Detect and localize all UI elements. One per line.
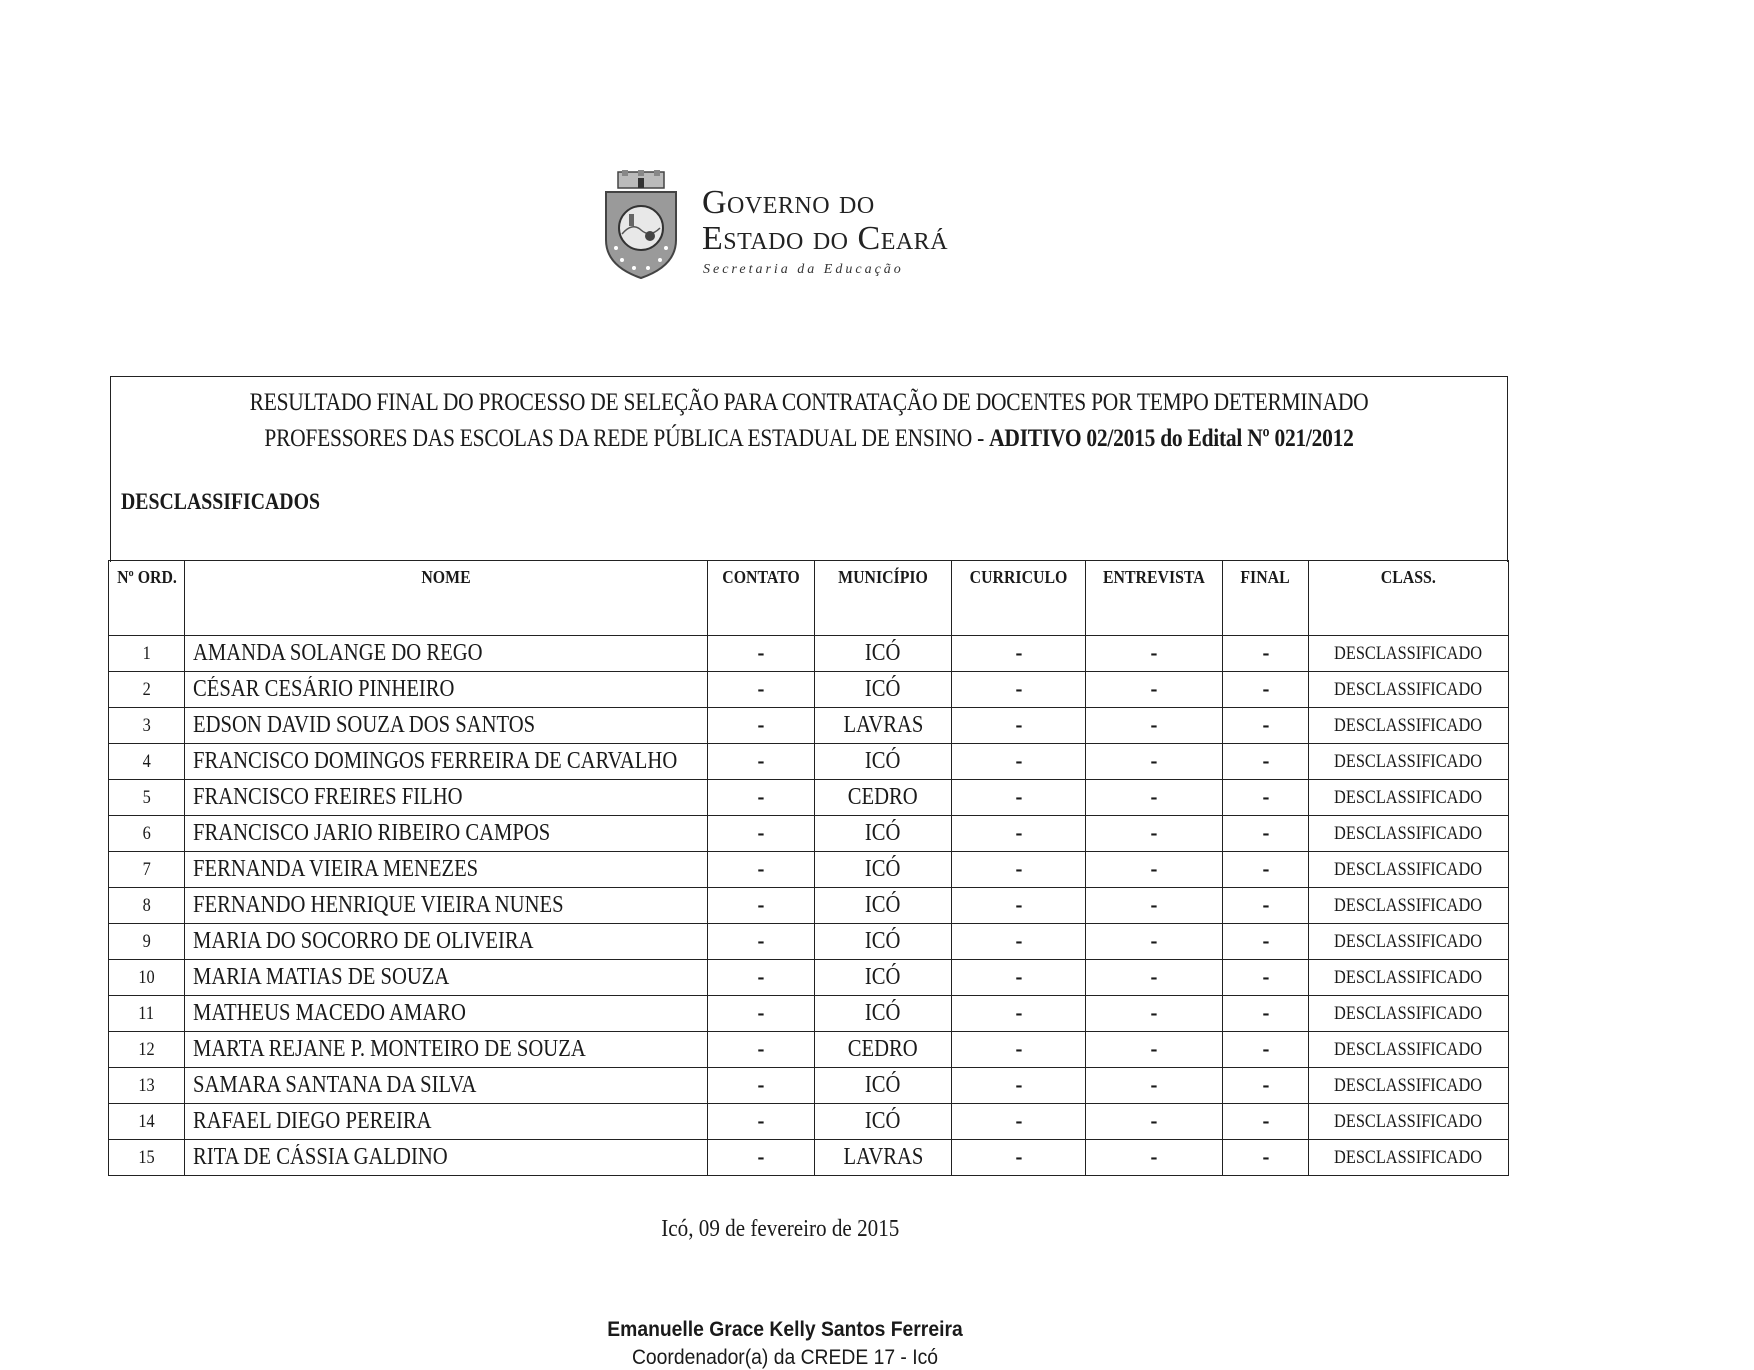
- column-header-contato: [708, 561, 815, 636]
- cell-class: [1309, 816, 1509, 852]
- cell-nome: [185, 672, 708, 708]
- document-title-line2: [209, 425, 1410, 453]
- cell-contato-text: -: [757, 1000, 765, 1026]
- secretariat-subtitle: Secretaria da Educação: [703, 262, 904, 277]
- table-row: [109, 852, 1509, 888]
- cell-class: [1309, 852, 1509, 888]
- cell-final: [1223, 1068, 1309, 1104]
- cell-municipio-text: ICÓ: [865, 856, 901, 882]
- cell-nome-text: RITA DE CÁSSIA GALDINO: [193, 1144, 448, 1170]
- cell-municipio: [815, 852, 952, 888]
- cell-ord: [109, 1104, 185, 1140]
- table-row: [109, 636, 1509, 672]
- table-row: [109, 1104, 1509, 1140]
- cell-entrevista-text: -: [1150, 748, 1158, 774]
- table-row: [109, 744, 1509, 780]
- cell-final-text: -: [1262, 1000, 1269, 1026]
- cell-curriculo-text: -: [1015, 676, 1022, 702]
- cell-contato: [708, 816, 815, 852]
- cell-ord: [109, 816, 185, 852]
- cell-final: [1223, 1032, 1309, 1068]
- cell-contato: [708, 996, 815, 1032]
- cell-municipio: [815, 960, 952, 996]
- table-row: [109, 996, 1509, 1032]
- column-header-label: CONTATO: [722, 567, 800, 587]
- cell-final: [1223, 780, 1309, 816]
- cell-contato-text: -: [757, 856, 765, 882]
- cell-nome-text: FERNANDA VIEIRA MENEZES: [193, 856, 479, 882]
- cell-entrevista: [1086, 1068, 1223, 1104]
- cell-entrevista-text: -: [1150, 856, 1158, 882]
- cell-nome-text: SAMARA SANTANA DA SILVA: [193, 1072, 477, 1098]
- cell-municipio-text: CEDRO: [848, 784, 918, 810]
- cell-entrevista-text: -: [1150, 640, 1158, 666]
- cell-final: [1223, 816, 1309, 852]
- cell-entrevista: [1086, 960, 1223, 996]
- cell-nome-text: MARIA DO SOCORRO DE OLIVEIRA: [193, 928, 534, 954]
- cell-class: [1309, 1104, 1509, 1140]
- cell-ord-text: 10: [138, 966, 155, 988]
- cell-class: [1309, 636, 1509, 672]
- cell-ord: [109, 672, 185, 708]
- cell-contato-text: -: [757, 820, 765, 846]
- column-header-label: FINAL: [1240, 567, 1291, 587]
- cell-municipio-text: ICÓ: [865, 1108, 901, 1134]
- cell-final: [1223, 744, 1309, 780]
- cell-ord-text: 4: [142, 750, 151, 772]
- cell-final-text: -: [1262, 784, 1269, 810]
- cell-contato-text: -: [757, 1108, 765, 1134]
- cell-contato: [708, 924, 815, 960]
- cell-ord-text: 15: [138, 1146, 155, 1168]
- cell-municipio: [815, 1032, 952, 1068]
- cell-final-text: -: [1262, 892, 1269, 918]
- cell-entrevista-text: -: [1150, 1144, 1158, 1170]
- cell-class-text: DESCLASSIFICADO: [1334, 858, 1483, 880]
- cell-class-text: DESCLASSIFICADO: [1334, 642, 1483, 664]
- cell-contato-text: -: [757, 1072, 765, 1098]
- cell-class: [1309, 780, 1509, 816]
- date-text: Icó, 09 de fevereiro de 2015: [660, 1216, 900, 1242]
- column-header-label: CURRICULO: [969, 567, 1068, 587]
- cell-contato: [708, 708, 815, 744]
- cell-final: [1223, 708, 1309, 744]
- column-header-label: Nº ORD.: [116, 567, 177, 587]
- cell-municipio: [815, 744, 952, 780]
- cell-contato-text: -: [757, 928, 765, 954]
- cell-curriculo: [952, 1140, 1086, 1176]
- cell-contato: [708, 1104, 815, 1140]
- cell-contato-text: -: [757, 784, 765, 810]
- cell-ord: [109, 636, 185, 672]
- cell-class: [1309, 1140, 1509, 1176]
- cell-curriculo: [952, 888, 1086, 924]
- cell-final: [1223, 888, 1309, 924]
- cell-class-text: DESCLASSIFICADO: [1334, 1002, 1483, 1024]
- cell-ord: [109, 960, 185, 996]
- cell-nome-text: FRANCISCO FREIRES FILHO: [193, 784, 463, 810]
- table-header-row: [109, 561, 1509, 636]
- cell-municipio-text: ICÓ: [865, 820, 901, 846]
- cell-contato: [708, 888, 815, 924]
- cell-curriculo: [952, 744, 1086, 780]
- column-header-municipio: [815, 561, 952, 636]
- table-row: [109, 780, 1509, 816]
- cell-municipio: [815, 780, 952, 816]
- cell-nome: [185, 996, 708, 1032]
- cell-class: [1309, 1068, 1509, 1104]
- cell-ord: [109, 780, 185, 816]
- cell-ord-text: 8: [142, 894, 151, 916]
- cell-curriculo-text: -: [1015, 748, 1022, 774]
- cell-municipio: [815, 924, 952, 960]
- cell-nome-text: FRANCISCO JARIO RIBEIRO CAMPOS: [193, 820, 551, 846]
- cell-ord: [109, 1068, 185, 1104]
- cell-entrevista: [1086, 888, 1223, 924]
- cell-nome: [185, 744, 708, 780]
- cell-class: [1309, 996, 1509, 1032]
- cell-entrevista: [1086, 636, 1223, 672]
- cell-ord: [109, 744, 185, 780]
- letterhead: [600, 170, 1000, 290]
- cell-curriculo: [952, 996, 1086, 1032]
- cell-nome-text: MARIA MATIAS DE SOUZA: [193, 964, 450, 990]
- cell-entrevista-text: -: [1150, 1036, 1158, 1062]
- cell-class: [1309, 960, 1509, 996]
- cell-nome: [185, 1140, 708, 1176]
- cell-contato: [708, 1068, 815, 1104]
- column-header-curriculo: [952, 561, 1086, 636]
- document-date: [0, 1216, 1560, 1243]
- column-header-final: [1223, 561, 1309, 636]
- cell-curriculo-text: -: [1015, 712, 1022, 738]
- cell-final-text: -: [1262, 856, 1269, 882]
- cell-final-text: -: [1262, 1144, 1269, 1170]
- cell-ord-text: 5: [142, 786, 151, 808]
- cell-nome: [185, 852, 708, 888]
- cell-entrevista: [1086, 708, 1223, 744]
- cell-entrevista-text: -: [1150, 712, 1158, 738]
- section-heading: DESCLASSIFICADOS: [121, 489, 320, 514]
- document-title-line1: RESULTADO FINAL DO PROCESSO DE SELEÇÃO PARA CONTRATAÇÃO DE DOCENTES POR TEMPO DETERMINADO: [249, 389, 1369, 416]
- cell-contato: [708, 1140, 815, 1176]
- table-row: [109, 816, 1509, 852]
- result-title-box: [110, 376, 1508, 562]
- cell-entrevista: [1086, 672, 1223, 708]
- cell-entrevista: [1086, 852, 1223, 888]
- cell-ord: [109, 1140, 185, 1176]
- cell-ord: [109, 852, 185, 888]
- cell-contato: [708, 780, 815, 816]
- cell-curriculo-text: -: [1015, 892, 1022, 918]
- cell-curriculo-text: -: [1015, 1144, 1022, 1170]
- cell-ord-text: 2: [142, 678, 151, 700]
- cell-contato-text: -: [757, 640, 765, 666]
- cell-municipio: [815, 816, 952, 852]
- cell-entrevista-text: -: [1150, 964, 1158, 990]
- cell-class-text: DESCLASSIFICADO: [1334, 750, 1483, 772]
- cell-entrevista-text: -: [1150, 892, 1158, 918]
- cell-municipio: [815, 1104, 952, 1140]
- signature-block: [0, 1318, 1570, 1370]
- government-title-line2: Estado do Ceará: [702, 220, 949, 257]
- cell-curriculo: [952, 960, 1086, 996]
- cell-ord: [109, 888, 185, 924]
- cell-class-text: DESCLASSIFICADO: [1334, 966, 1483, 988]
- cell-class: [1309, 708, 1509, 744]
- cell-nome: [185, 1068, 708, 1104]
- column-header-ord: [109, 561, 185, 636]
- cell-entrevista: [1086, 1140, 1223, 1176]
- cell-curriculo-text: -: [1015, 1036, 1022, 1062]
- cell-nome-text: CÉSAR CESÁRIO PINHEIRO: [193, 676, 455, 702]
- cell-nome: [185, 708, 708, 744]
- cell-nome: [185, 816, 708, 852]
- cell-nome-text: FERNANDO HENRIQUE VIEIRA NUNES: [193, 892, 564, 918]
- cell-entrevista: [1086, 816, 1223, 852]
- cell-curriculo-text: -: [1015, 640, 1022, 666]
- signatory-role: Coordenador(a) da CREDE 17 - Icó: [631, 1346, 939, 1369]
- cell-class-text: DESCLASSIFICADO: [1334, 1110, 1483, 1132]
- table-row: [109, 672, 1509, 708]
- cell-entrevista-text: -: [1150, 784, 1158, 810]
- cell-final-text: -: [1262, 640, 1269, 666]
- cell-curriculo: [952, 636, 1086, 672]
- cell-curriculo-text: -: [1015, 928, 1022, 954]
- cell-curriculo: [952, 924, 1086, 960]
- cell-curriculo: [952, 852, 1086, 888]
- cell-final: [1223, 1140, 1309, 1176]
- cell-class-text: DESCLASSIFICADO: [1334, 1074, 1483, 1096]
- cell-municipio: [815, 672, 952, 708]
- cell-ord: [109, 708, 185, 744]
- cell-municipio-text: ICÓ: [865, 1072, 901, 1098]
- cell-entrevista: [1086, 996, 1223, 1032]
- cell-class: [1309, 672, 1509, 708]
- cell-class-text: DESCLASSIFICADO: [1334, 1146, 1483, 1168]
- cell-contato-text: -: [757, 748, 765, 774]
- cell-entrevista-text: -: [1150, 1072, 1158, 1098]
- table-row: [109, 924, 1509, 960]
- cell-ord-text: 9: [142, 930, 151, 952]
- cell-final: [1223, 960, 1309, 996]
- cell-final-text: -: [1262, 820, 1269, 846]
- cell-contato-text: -: [757, 1144, 765, 1170]
- cell-ord-text: 7: [142, 858, 151, 880]
- cell-contato-text: -: [757, 892, 765, 918]
- document-title-line2-text: PROFESSORES DAS ESCOLAS DA REDE PÚBLICA ESTADUAL DE ENSINO -: [264, 425, 990, 452]
- cell-municipio: [815, 996, 952, 1032]
- cell-nome: [185, 780, 708, 816]
- cell-class: [1309, 744, 1509, 780]
- cell-curriculo-text: -: [1015, 1108, 1022, 1134]
- cell-final-text: -: [1262, 748, 1269, 774]
- cell-entrevista: [1086, 924, 1223, 960]
- cell-class-text: DESCLASSIFICADO: [1334, 786, 1483, 808]
- cell-final-text: -: [1262, 964, 1269, 990]
- cell-municipio: [815, 1068, 952, 1104]
- cell-ord-text: 1: [142, 642, 151, 664]
- table-body: [109, 636, 1509, 1176]
- cell-curriculo: [952, 1032, 1086, 1068]
- cell-ord-text: 11: [138, 1002, 155, 1024]
- cell-curriculo-text: -: [1015, 1000, 1022, 1026]
- cell-final-text: -: [1262, 676, 1269, 702]
- cell-municipio: [815, 888, 952, 924]
- cell-nome: [185, 960, 708, 996]
- cell-nome: [185, 1032, 708, 1068]
- cell-final: [1223, 924, 1309, 960]
- cell-ord-text: 3: [142, 714, 151, 736]
- cell-contato-text: -: [757, 712, 765, 738]
- cell-municipio-text: ICÓ: [865, 748, 901, 774]
- column-header-entrevista: [1086, 561, 1223, 636]
- cell-ord: [109, 1032, 185, 1068]
- cell-class-text: DESCLASSIFICADO: [1334, 678, 1483, 700]
- cell-nome-text: EDSON DAVID SOUZA DOS SANTOS: [193, 712, 536, 738]
- cell-class: [1309, 1032, 1509, 1068]
- table-row: [109, 1032, 1509, 1068]
- cell-final: [1223, 1104, 1309, 1140]
- cell-final-text: -: [1262, 1072, 1269, 1098]
- cell-nome-text: AMANDA SOLANGE DO REGO: [193, 640, 483, 666]
- cell-final-text: -: [1262, 712, 1269, 738]
- column-header-label: CLASS.: [1380, 567, 1437, 587]
- disqualified-table: [108, 560, 1509, 1176]
- cell-nome: [185, 636, 708, 672]
- signatory-name: Emanuelle Grace Kelly Santos Ferreira: [607, 1318, 963, 1341]
- cell-curriculo: [952, 672, 1086, 708]
- cell-curriculo: [952, 708, 1086, 744]
- cell-class-text: DESCLASSIFICADO: [1334, 930, 1483, 952]
- cell-contato-text: -: [757, 1036, 765, 1062]
- cell-municipio-text: ICÓ: [865, 928, 901, 954]
- cell-class: [1309, 888, 1509, 924]
- cell-contato: [708, 636, 815, 672]
- cell-curriculo-text: -: [1015, 820, 1022, 846]
- cell-municipio: [815, 636, 952, 672]
- cell-municipio-text: CEDRO: [848, 1036, 918, 1062]
- cell-contato: [708, 1032, 815, 1068]
- cell-nome-text: FRANCISCO DOMINGOS FERREIRA DE CARVALHO: [193, 748, 678, 774]
- cell-ord: [109, 924, 185, 960]
- cell-municipio: [815, 1140, 952, 1176]
- cell-class-text: DESCLASSIFICADO: [1334, 714, 1483, 736]
- cell-curriculo-text: -: [1015, 856, 1022, 882]
- cell-contato: [708, 960, 815, 996]
- cell-nome: [185, 888, 708, 924]
- column-header-label: ENTREVISTA: [1103, 567, 1205, 587]
- table-row: [109, 888, 1509, 924]
- government-title-line1: Governo do: [702, 184, 875, 221]
- table-row: [109, 1140, 1509, 1176]
- cell-entrevista-text: -: [1150, 676, 1158, 702]
- cell-entrevista-text: -: [1150, 928, 1158, 954]
- cell-final-text: -: [1262, 928, 1269, 954]
- table-row: [109, 960, 1509, 996]
- cell-class-text: DESCLASSIFICADO: [1334, 822, 1483, 844]
- cell-final-text: -: [1262, 1108, 1269, 1134]
- cell-curriculo: [952, 1104, 1086, 1140]
- cell-curriculo: [952, 816, 1086, 852]
- state-coat-of-arms-icon: [600, 170, 682, 280]
- cell-entrevista-text: -: [1150, 1000, 1158, 1026]
- cell-class: [1309, 924, 1509, 960]
- cell-nome-text: MATHEUS MACEDO AMARO: [193, 1000, 466, 1026]
- cell-municipio-text: ICÓ: [865, 676, 901, 702]
- cell-contato-text: -: [757, 676, 765, 702]
- cell-curriculo-text: -: [1015, 784, 1022, 810]
- column-header-nome: [185, 561, 708, 636]
- cell-contato: [708, 672, 815, 708]
- cell-entrevista: [1086, 780, 1223, 816]
- column-header-label: NOME: [421, 567, 471, 587]
- cell-contato: [708, 852, 815, 888]
- cell-final: [1223, 852, 1309, 888]
- column-header-class: [1309, 561, 1509, 636]
- cell-contato: [708, 744, 815, 780]
- cell-ord: [109, 996, 185, 1032]
- cell-ord-text: 13: [138, 1074, 155, 1096]
- cell-municipio-text: ICÓ: [865, 1000, 901, 1026]
- cell-ord-text: 12: [138, 1038, 155, 1060]
- cell-municipio-text: ICÓ: [865, 892, 901, 918]
- cell-curriculo: [952, 780, 1086, 816]
- cell-municipio: [815, 708, 952, 744]
- cell-final: [1223, 636, 1309, 672]
- cell-entrevista: [1086, 1104, 1223, 1140]
- cell-nome: [185, 1104, 708, 1140]
- cell-municipio-text: ICÓ: [865, 640, 901, 666]
- cell-curriculo: [952, 1068, 1086, 1104]
- cell-final-text: -: [1262, 1036, 1269, 1062]
- cell-municipio-text: ICÓ: [865, 964, 901, 990]
- edital-reference: ADITIVO 02/2015 do Edital Nº 021/2012: [989, 425, 1354, 452]
- cell-nome-text: RAFAEL DIEGO PEREIRA: [193, 1108, 432, 1134]
- cell-final: [1223, 996, 1309, 1032]
- cell-entrevista-text: -: [1150, 820, 1158, 846]
- cell-curriculo-text: -: [1015, 1072, 1022, 1098]
- cell-nome: [185, 924, 708, 960]
- cell-final: [1223, 672, 1309, 708]
- column-header-label: MUNICÍPIO: [838, 567, 928, 587]
- cell-ord-text: 6: [142, 822, 151, 844]
- cell-municipio-text: LAVRAS: [843, 1144, 923, 1170]
- table-row: [109, 1068, 1509, 1104]
- cell-nome-text: MARTA REJANE P. MONTEIRO DE SOUZA: [193, 1036, 586, 1062]
- cell-entrevista-text: -: [1150, 1108, 1158, 1134]
- cell-curriculo-text: -: [1015, 964, 1022, 990]
- cell-entrevista: [1086, 1032, 1223, 1068]
- cell-municipio-text: LAVRAS: [843, 712, 923, 738]
- cell-class-text: DESCLASSIFICADO: [1334, 894, 1483, 916]
- cell-contato-text: -: [757, 964, 765, 990]
- table-row: [109, 708, 1509, 744]
- cell-ord-text: 14: [138, 1110, 155, 1132]
- cell-entrevista: [1086, 744, 1223, 780]
- cell-class-text: DESCLASSIFICADO: [1334, 1038, 1483, 1060]
